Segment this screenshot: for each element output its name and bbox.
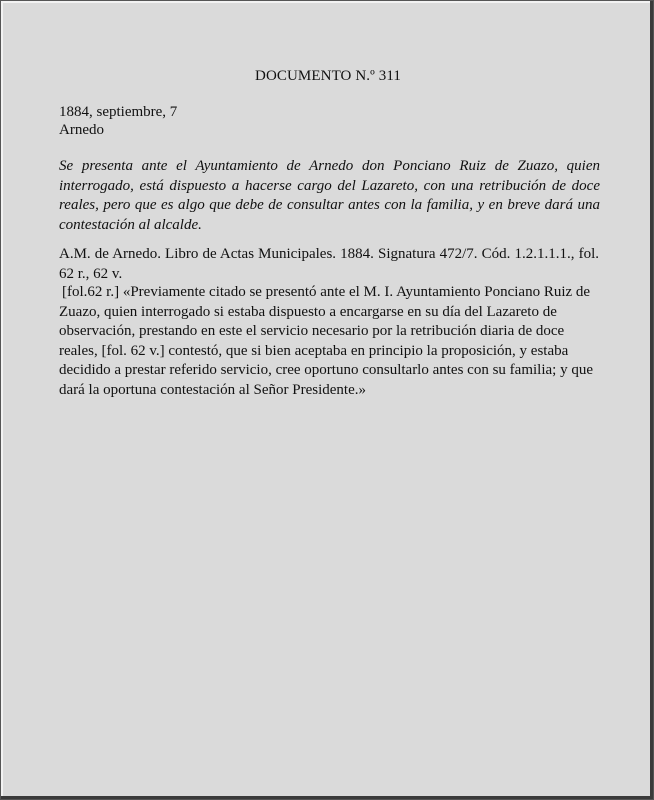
document-date: 1884, septiembre, 7 bbox=[59, 104, 178, 120]
document-header bbox=[59, 103, 599, 139]
document-place: Arnedo bbox=[59, 122, 104, 138]
document-summary: Se presenta ante el Ayuntamiento de Arnedo don Ponciano Ruiz de Zuazo, quien interrogado, está dispuesto a hacerse cargo del Lazareto, con una retribución de doce reales, pero que es algo que debe de consultar antes con la familia, y en breve dará una contestación al alcalde. bbox=[59, 158, 600, 233]
document-transcription: [fol.62 r.] «Previamente citado se presentó ante el M. I. Ayuntamiento Ponciano Ruiz de Zuazo, quien interrogado si estaba dispuesto a encargarse en su día del Lazareto de observación, prestando en este el servicio necesario por la retribución diaria de doce reales, [fol. 62 v.] contestó, que si bien aceptaba en principio la proposición, y estaba decidido a prestar referido servicio, cree oportuno consultarlo antes con su familia; y que dará la oportuna contestación al Señor Presidente.» bbox=[59, 284, 593, 398]
document-title: DOCUMENTO N.º 311 bbox=[255, 68, 401, 84]
archive-citation: A.M. de Arnedo. Libro de Actas Municipales. 1884. Signatura 472/7. Cód. 1.2.1.1.1., fol. 62 r., 62 v. bbox=[59, 246, 599, 282]
